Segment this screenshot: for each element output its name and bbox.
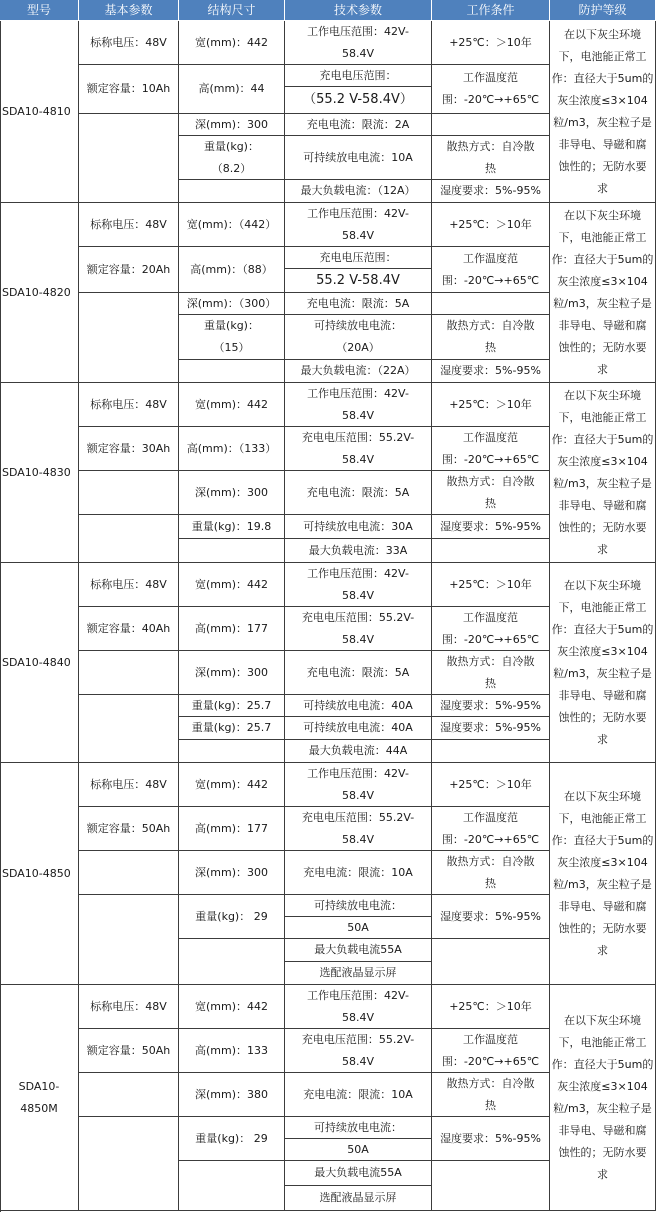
cooling-method: 散热方式：自冷散 热 <box>432 471 550 515</box>
charge-current: 充电电流：限流：5A <box>285 651 432 695</box>
dim-height: 高(mm)：（133） <box>179 427 285 471</box>
rated-capacity: 额定容量：30Ah <box>79 427 179 471</box>
empty-cell <box>432 740 550 763</box>
charge-current: 充电电流：限流：10A <box>285 851 432 895</box>
empty-cell <box>179 939 285 985</box>
model-cell: SDA10-4820 <box>0 203 79 383</box>
empty-cell <box>79 114 179 203</box>
dim-weight: 重量(kg)： （8.2） <box>179 136 285 180</box>
max-load-current: 最大负载电流：33A <box>285 539 432 563</box>
cooling-method: 散热方式：自冷散 热 <box>432 1073 550 1117</box>
empty-cell <box>79 515 179 563</box>
empty-cell <box>79 651 179 695</box>
operating-temp-range: 工作温度范 围：-20℃→+65℃ <box>432 427 550 471</box>
header-dimensions: 结构尺寸 <box>179 0 285 21</box>
optional-lcd-display: 选配液晶显示屏 <box>285 962 432 985</box>
empty-cell <box>179 740 285 763</box>
dim-weight: 重量(kg)： 29 <box>179 1117 285 1161</box>
continuous-discharge-current: 可持续放电电流： <box>285 895 432 917</box>
dim-depth: 深(mm)：300 <box>179 851 285 895</box>
cooling-method: 散热方式：自冷散 热 <box>432 136 550 180</box>
charge-voltage-value: （55.2 V-58.4V） <box>285 87 432 114</box>
lifetime-at-25c: +25℃：＞10年 <box>432 985 550 1029</box>
humidity-requirement: 湿度要求：5%-95% <box>432 515 550 539</box>
protection-level: 在以下灰尘环境 下，电池能正常工 作：直径大于5um的 灰尘浓度≤3×104 粒/m3，灰尘粒子是 非导电、导磁和腐 蚀性的；无防水要 求 <box>550 563 656 763</box>
model-cell: SDA10-4840 <box>0 563 79 763</box>
empty-cell <box>79 695 179 763</box>
humidity-requirement: 湿度要求：5%-95% <box>432 180 550 203</box>
dim-width: 宽(mm)：442 <box>179 21 285 65</box>
dim-weight: 重量(kg)： 29 <box>179 895 285 939</box>
model-cell: SDA10-4850 <box>0 763 79 985</box>
nominal-voltage: 标称电压：48V <box>79 763 179 807</box>
dim-depth: 深(mm)：300 <box>179 471 285 515</box>
working-voltage-range: 工作电压范围：42V- 58.4V <box>285 985 432 1029</box>
rated-capacity: 额定容量：10Ah <box>79 65 179 114</box>
header-basic-params: 基本参数 <box>79 0 179 21</box>
optional-lcd-display: 选配液晶显示屏 <box>285 1186 432 1211</box>
dim-width: 宽(mm)：（442） <box>179 203 285 247</box>
dim-width: 宽(mm)：442 <box>179 563 285 607</box>
operating-temp-range: 工作温度范 围：-20℃→+65℃ <box>432 1029 550 1073</box>
max-load-current: 最大负载电流55A <box>285 939 432 962</box>
model-cell: SDA10-4810 <box>0 21 79 203</box>
charge-voltage-range: 充电电压范围：55.2V- 58.4V <box>285 1029 432 1073</box>
nominal-voltage: 标称电压：48V <box>79 563 179 607</box>
empty-cell <box>79 851 179 895</box>
dim-depth: 深(mm)：300 <box>179 651 285 695</box>
working-voltage-range: 工作电压范围：42V- 58.4V <box>285 21 432 65</box>
empty-cell <box>79 471 179 515</box>
dim-height: 高(mm)：177 <box>179 807 285 851</box>
empty-cell <box>79 293 179 383</box>
continuous-discharge-current: 可持续放电电流： （20A） <box>285 315 432 360</box>
empty-cell <box>179 539 285 563</box>
dim-width: 宽(mm)：442 <box>179 763 285 807</box>
empty-cell <box>179 360 285 383</box>
header-model: 型号 <box>0 0 79 21</box>
empty-cell <box>432 939 550 985</box>
cooling-method: 散热方式：自冷散 热 <box>432 651 550 695</box>
continuous-discharge-current: 可持续放电电流：40A <box>285 717 432 740</box>
working-voltage-range: 工作电压范围：42V- 58.4V <box>285 203 432 247</box>
header-protection: 防护等级 <box>550 0 656 21</box>
max-load-current: 最大负载电流：44A <box>285 740 432 763</box>
humidity-requirement: 湿度要求：5%-95% <box>432 1117 550 1161</box>
charge-voltage-range: 充电电压范围：55.2V- 58.4V <box>285 807 432 851</box>
rated-capacity: 额定容量：20Ah <box>79 247 179 293</box>
lifetime-at-25c: +25℃：＞10年 <box>432 21 550 65</box>
empty-cell <box>432 114 550 136</box>
dim-height: 高(mm)：177 <box>179 607 285 651</box>
empty-cell <box>179 1161 285 1211</box>
cooling-method: 散热方式：自冷散 热 <box>432 851 550 895</box>
dim-depth: 深(mm)：300 <box>179 114 285 136</box>
empty-cell <box>432 1161 550 1211</box>
empty-cell <box>79 1117 179 1211</box>
charge-voltage-value: 55.2 V-58.4V <box>285 269 432 293</box>
operating-temp-range: 工作温度范 围：-20℃→+65℃ <box>432 807 550 851</box>
protection-level: 在以下灰尘环境 下，电池能正常工 作：直径大于5um的 灰尘浓度≤3×104 粒/m3，灰尘粒子是 非导电、导磁和腐 蚀性的；无防水要 求 <box>550 203 656 383</box>
model-cell: SDA10-4850M <box>0 985 79 1211</box>
empty-cell <box>432 293 550 315</box>
continuous-discharge-current: 可持续放电电流： <box>285 1117 432 1139</box>
charge-voltage-label: 充电电压范围： <box>285 65 432 87</box>
charge-current: 充电电流：限流：10A <box>285 1073 432 1117</box>
protection-level: 在以下灰尘环境 下，电池能正常工 作：直径大于5um的 灰尘浓度≤3×104 粒/m3，灰尘粒子是 非导电、导磁和腐 蚀性的；无防水要 求 <box>550 21 656 203</box>
protection-level: 在以下灰尘环境 下，电池能正常工 作：直径大于5um的 灰尘浓度≤3×104 粒/m3，灰尘粒子是 非导电、导磁和腐 蚀性的；无防水要 求 <box>550 383 656 563</box>
nominal-voltage: 标称电压：48V <box>79 985 179 1029</box>
max-load-current: 最大负载电流55A <box>285 1161 432 1186</box>
lifetime-at-25c: +25℃：＞10年 <box>432 203 550 247</box>
charge-current: 充电电流：限流：5A <box>285 471 432 515</box>
dim-weight: 重量(kg)： （15） <box>179 315 285 360</box>
lifetime-at-25c: +25℃：＞10年 <box>432 563 550 607</box>
max-load-current: 最大负载电流：（12A） <box>285 180 432 203</box>
charge-voltage-label: 充电电压范围： <box>285 247 432 269</box>
charge-current: 充电电流：限流：2A <box>285 114 432 136</box>
operating-temp-range: 工作温度范 围：-20℃→+65℃ <box>432 65 550 114</box>
humidity-requirement: 湿度要求：5%-95% <box>432 895 550 939</box>
operating-temp-range: 工作温度范 围：-20℃→+65℃ <box>432 607 550 651</box>
charge-voltage-range: 充电电压范围：55.2V- 58.4V <box>285 607 432 651</box>
working-voltage-range: 工作电压范围：42V- 58.4V <box>285 763 432 807</box>
nominal-voltage: 标称电压：48V <box>79 21 179 65</box>
continuous-discharge-current: 可持续放电电流：40A <box>285 695 432 717</box>
nominal-voltage: 标称电压：48V <box>79 203 179 247</box>
dim-depth: 深(mm)：380 <box>179 1073 285 1117</box>
empty-cell <box>432 539 550 563</box>
rated-capacity: 额定容量：50Ah <box>79 807 179 851</box>
protection-level: 在以下灰尘环境 下，电池能正常工 作：直径大于5um的 灰尘浓度≤3×104 粒/m3，灰尘粒子是 非导电、导磁和腐 蚀性的；无防水要 求 <box>550 985 656 1211</box>
dim-depth: 深(mm)：（300） <box>179 293 285 315</box>
lifetime-at-25c: +25℃：＞10年 <box>432 763 550 807</box>
humidity-requirement: 湿度要求：5%-95% <box>432 695 550 717</box>
dim-weight: 重量(kg)：19.8 <box>179 515 285 539</box>
dim-height: 高(mm)：44 <box>179 65 285 114</box>
nominal-voltage: 标称电压：48V <box>79 383 179 427</box>
continuous-discharge-current: 可持续放电电流：30A <box>285 515 432 539</box>
dim-weight: 重量(kg)：25.7 <box>179 695 285 717</box>
dim-width: 宽(mm)：442 <box>179 985 285 1029</box>
humidity-requirement: 湿度要求：5%-95% <box>432 360 550 383</box>
humidity-requirement: 湿度要求：5%-95% <box>432 717 550 740</box>
header-tech-params: 技术参数 <box>285 0 432 21</box>
dim-height: 高(mm)：133 <box>179 1029 285 1073</box>
dim-height: 高(mm)：（88） <box>179 247 285 293</box>
empty-cell <box>79 895 179 985</box>
continuous-discharge-current: 可持续放电电流：10A <box>285 136 432 180</box>
working-voltage-range: 工作电压范围：42V- 58.4V <box>285 383 432 427</box>
dim-width: 宽(mm)：442 <box>179 383 285 427</box>
empty-cell <box>79 1073 179 1117</box>
working-voltage-range: 工作电压范围：42V- 58.4V <box>285 563 432 607</box>
empty-cell <box>179 180 285 203</box>
protection-level: 在以下灰尘环境 下，电池能正常工 作：直径大于5um的 灰尘浓度≤3×104 粒/m3，灰尘粒子是 非导电、导磁和腐 蚀性的；无防水要 求 <box>550 763 656 985</box>
rated-capacity: 额定容量：40Ah <box>79 607 179 651</box>
model-cell: SDA10-4830 <box>0 383 79 563</box>
dim-weight: 重量(kg)：25.7 <box>179 717 285 740</box>
operating-temp-range: 工作温度范 围：-20℃→+65℃ <box>432 247 550 293</box>
lifetime-at-25c: +25℃：＞10年 <box>432 383 550 427</box>
continuous-discharge-value: 50A <box>285 917 432 939</box>
max-load-current: 最大负载电流：（22A） <box>285 360 432 383</box>
header-work-conditions: 工作条件 <box>432 0 550 21</box>
rated-capacity: 额定容量：50Ah <box>79 1029 179 1073</box>
cooling-method: 散热方式：自冷散 热 <box>432 315 550 360</box>
continuous-discharge-value: 50A <box>285 1139 432 1161</box>
charge-current: 充电电流：限流：5A <box>285 293 432 315</box>
charge-voltage-range: 充电电压范围：55.2V- 58.4V <box>285 427 432 471</box>
